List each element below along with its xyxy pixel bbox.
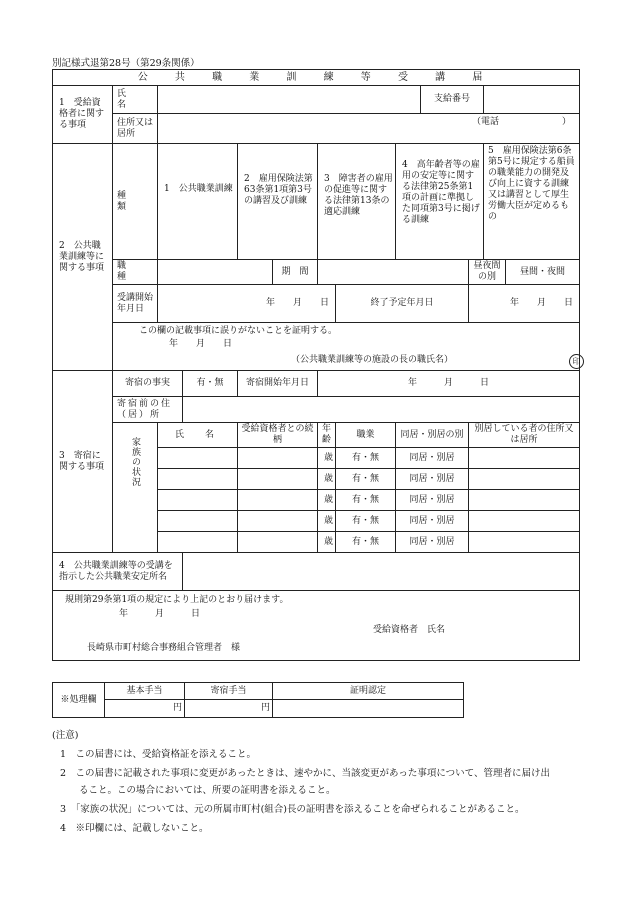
seal-mark: 印 bbox=[569, 354, 584, 369]
number-field[interactable] bbox=[484, 86, 580, 114]
applicant-label: 受給資格者 氏名 bbox=[373, 625, 446, 635]
period-field[interactable] bbox=[318, 260, 469, 285]
lodging-allowance-label: 寄宿手当 bbox=[185, 683, 273, 700]
addressee: 長崎県市町村総合事務組合管理者 様 bbox=[87, 643, 241, 653]
note-item: 4 ※印欄には、記載しないこと。 bbox=[60, 823, 209, 834]
kind-label: 種 類 bbox=[113, 144, 158, 260]
number-label: 支給番号 bbox=[421, 86, 484, 114]
type-option-4[interactable]: 4 高年齢者等の雇用の安定等に関する法律第25条第1項の計画に準拠した同項第3号に掲げる訓練 bbox=[396, 144, 484, 260]
family-relation-field[interactable] bbox=[238, 511, 318, 532]
col-relation: 受給資格者との続柄 bbox=[238, 423, 318, 448]
lodging-start-value[interactable]: 年 月 日 bbox=[318, 371, 580, 397]
family-job[interactable]: 有・無 bbox=[336, 532, 396, 553]
declaration-date[interactable]: 年 月 日 bbox=[119, 609, 201, 619]
family-address-field[interactable] bbox=[469, 490, 580, 511]
end-label: 終了予定年月日 bbox=[336, 285, 469, 323]
notes-title: (注意) bbox=[52, 730, 79, 741]
family-job[interactable]: 有・無 bbox=[336, 448, 396, 469]
family-relation-field[interactable] bbox=[238, 469, 318, 490]
family-name-field[interactable] bbox=[158, 469, 238, 490]
family-live[interactable]: 同居・別居 bbox=[396, 448, 469, 469]
type-option-5[interactable]: 5 雇用保険法第6条第5号に規定する船員の職業能力の開発及び向上に資する訓練又は講習として厚生労働大臣が定めるもの bbox=[484, 144, 580, 260]
prev-address-label: 寄宿前の住（居）所 bbox=[113, 397, 183, 423]
name-label: 氏 名 bbox=[113, 86, 158, 114]
processing-label: ※処理欄 bbox=[53, 683, 105, 718]
basic-allowance-label: 基本手当 bbox=[105, 683, 185, 700]
family-name-field[interactable] bbox=[158, 448, 238, 469]
family-job[interactable]: 有・無 bbox=[336, 469, 396, 490]
section2-label: 2 公共職業訓練等に関する事項 bbox=[53, 144, 113, 371]
main-form-table bbox=[52, 69, 580, 661]
lodging-fact-value[interactable]: 有・無 bbox=[183, 371, 238, 397]
basic-allowance-value: 円 bbox=[105, 700, 185, 718]
col-separate-address: 別居している者の住所又は居所 bbox=[469, 423, 580, 448]
certify-date: 年 月 日 bbox=[169, 339, 233, 349]
period-label: 期 間 bbox=[273, 260, 318, 285]
facility-label: （公共職業訓練等の施設の長の職氏名） bbox=[291, 355, 454, 365]
name-field[interactable] bbox=[158, 86, 421, 114]
family-age[interactable]: 歳 bbox=[318, 448, 336, 469]
family-age[interactable]: 歳 bbox=[318, 511, 336, 532]
phone-note: （電話 ） bbox=[472, 117, 572, 127]
family-name-field[interactable] bbox=[158, 490, 238, 511]
prev-address-field[interactable] bbox=[183, 397, 580, 423]
family-live[interactable]: 同居・別居 bbox=[396, 490, 469, 511]
family-job[interactable]: 有・無 bbox=[336, 490, 396, 511]
note-item: 2 この届書に記載された事項に変更があったときは、速やかに、当該変更があった事項について、管理者に届け出 bbox=[60, 768, 550, 779]
family-address-field[interactable] bbox=[469, 469, 580, 490]
note-item: ること。この場合においては、所要の証明書を添えること。 bbox=[60, 785, 336, 796]
address-field[interactable] bbox=[158, 114, 580, 144]
daynight-value[interactable]: 昼間・夜間 bbox=[506, 260, 580, 285]
daynight-label: 昼夜間の別 bbox=[469, 260, 506, 285]
family-live[interactable]: 同居・別居 bbox=[396, 511, 469, 532]
family-age[interactable]: 歳 bbox=[318, 469, 336, 490]
family-address-field[interactable] bbox=[469, 448, 580, 469]
family-name-field[interactable] bbox=[158, 511, 238, 532]
cert-field bbox=[273, 700, 464, 718]
section4-field[interactable] bbox=[183, 553, 580, 591]
note-item: 1 この届書には、受給資格証を添えること。 bbox=[60, 749, 257, 760]
family-address-field[interactable] bbox=[469, 532, 580, 553]
declaration-text: 規則第29条第1項の規定により上記のとおり届けます。 bbox=[65, 595, 289, 605]
section3-label: 3 寄宿に関する事項 bbox=[53, 371, 113, 553]
start-label: 受講開始年月日 bbox=[113, 285, 158, 323]
family-job[interactable]: 有・無 bbox=[336, 511, 396, 532]
family-label: 家族の状況 bbox=[130, 437, 140, 487]
family-relation-field[interactable] bbox=[238, 448, 318, 469]
type-option-1[interactable]: 1 公共職業訓練 bbox=[158, 144, 238, 260]
certify-block bbox=[113, 323, 580, 371]
section1-label: 1 受給資格者に関する事項 bbox=[53, 86, 113, 144]
family-relation-field[interactable] bbox=[238, 532, 318, 553]
family-relation-field[interactable] bbox=[238, 490, 318, 511]
lodging-start-label: 寄宿開始年月日 bbox=[238, 371, 318, 397]
family-address-field[interactable] bbox=[469, 511, 580, 532]
form-title: 公 共 職 業 訓 練 等 受 講 届 bbox=[53, 70, 580, 86]
section4-label: 4 公共職業訓練等の受講を指示した公共職業安定所名 bbox=[53, 553, 183, 591]
family-live[interactable]: 同居・別居 bbox=[396, 532, 469, 553]
address-label: 住所又は居所 bbox=[113, 114, 158, 144]
processing-table bbox=[52, 682, 464, 718]
family-age[interactable]: 歳 bbox=[318, 490, 336, 511]
family-age[interactable]: 歳 bbox=[318, 532, 336, 553]
type-option-3[interactable]: 3 障害者の雇用の促進等に関する法律第13条の適応訓練 bbox=[318, 144, 396, 260]
col-name: 氏 名 bbox=[158, 423, 238, 448]
family-label-cell bbox=[113, 423, 158, 553]
start-date-field[interactable]: 年 月 日 bbox=[158, 285, 336, 323]
family-live[interactable]: 同居・別居 bbox=[396, 469, 469, 490]
cert-label: 証明認定 bbox=[273, 683, 464, 700]
form-label: 別記様式退第28号（第29条関係） bbox=[52, 58, 200, 69]
col-job: 職業 bbox=[336, 423, 396, 448]
note-item: 3 「家族の状況」については、元の所属市町村(組合)長の証明書を添えることを命ぜられることがあること。 bbox=[60, 804, 525, 815]
family-name-field[interactable] bbox=[158, 532, 238, 553]
job-label: 職 種 bbox=[113, 260, 158, 285]
declaration-block bbox=[53, 591, 580, 661]
type-option-2[interactable]: 2 雇用保険法第63条第1項第3号の講習及び訓練 bbox=[238, 144, 318, 260]
end-date-field[interactable]: 年 月 日 bbox=[469, 285, 580, 323]
lodging-fact-label: 寄宿の事実 bbox=[113, 371, 183, 397]
lodging-allowance-value: 円 bbox=[185, 700, 273, 718]
col-live: 同居・別居の別 bbox=[396, 423, 469, 448]
certify-text: この欄の記載事項に誤りがないことを証明する。 bbox=[139, 326, 338, 336]
col-age: 年齢 bbox=[318, 423, 336, 448]
job-field[interactable] bbox=[158, 260, 273, 285]
